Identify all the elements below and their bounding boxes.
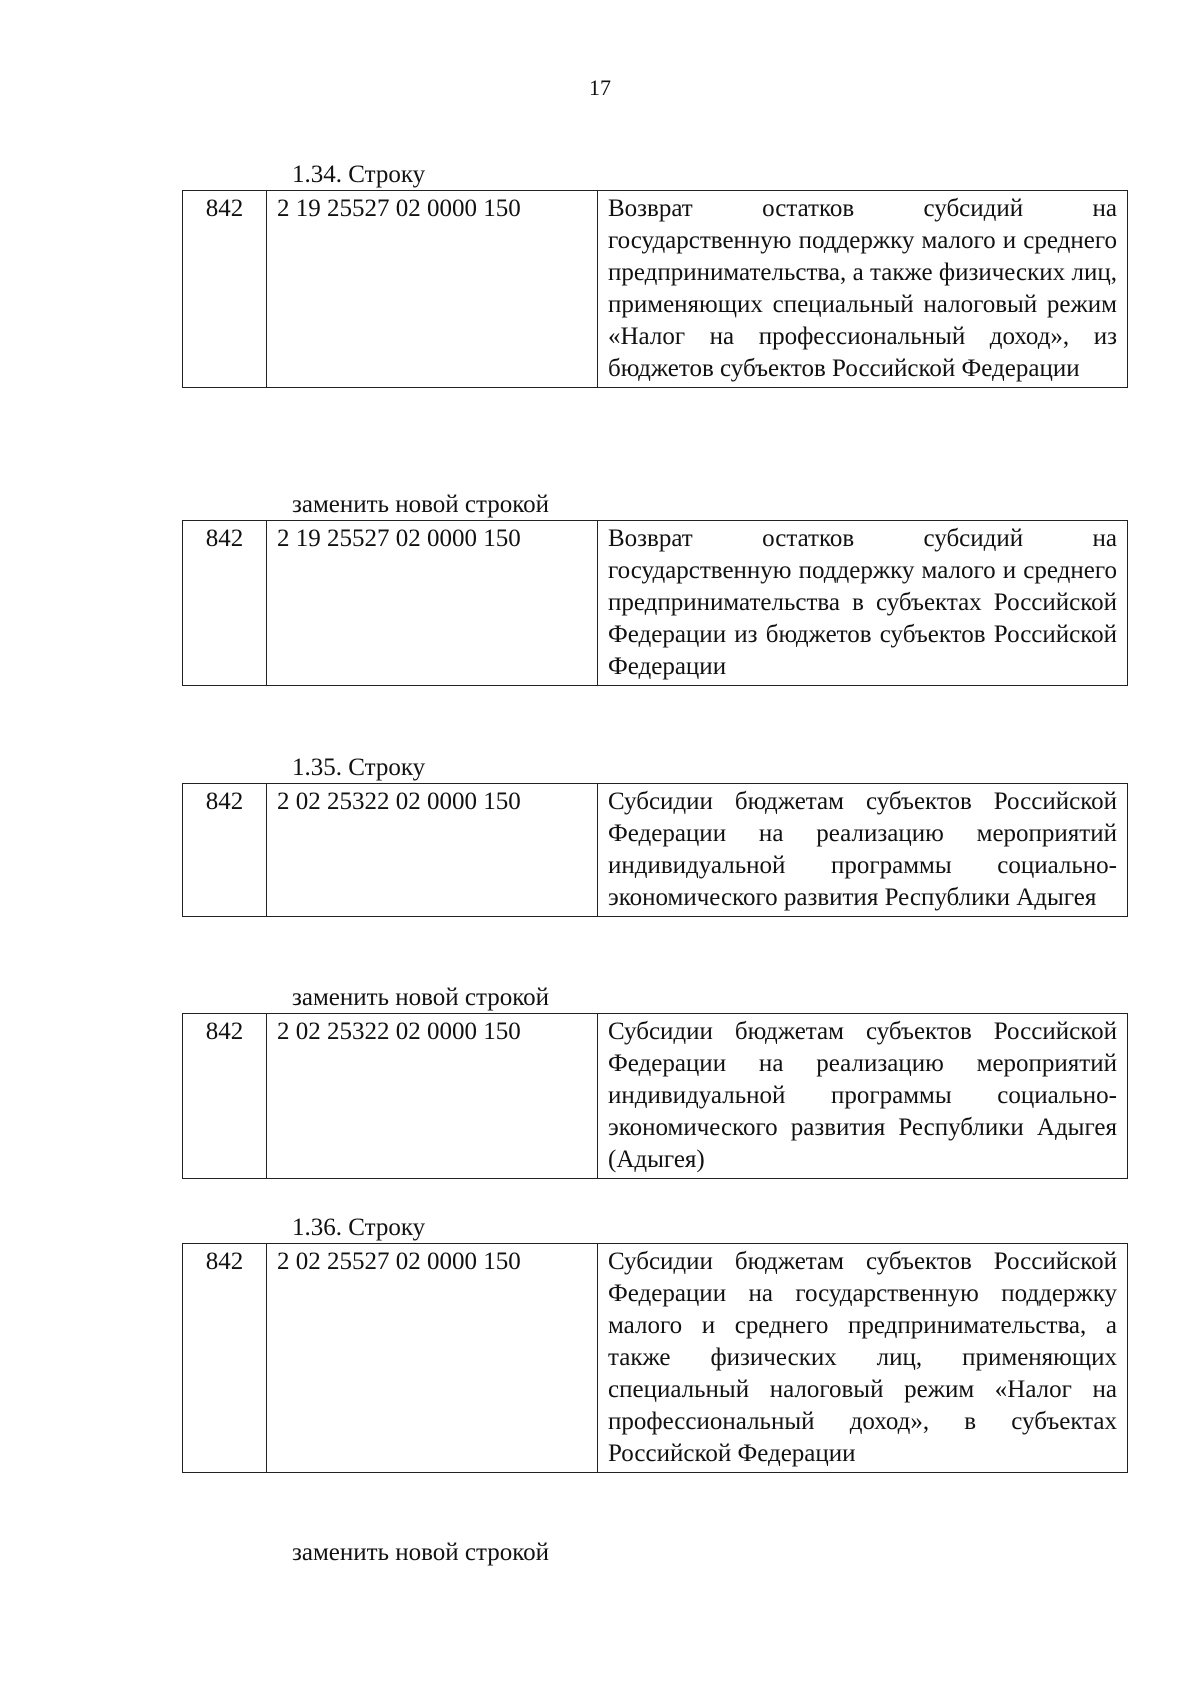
table-row [183, 521, 1128, 686]
kbk-code-cell: 2 19 25527 02 0000 150 [267, 191, 598, 388]
admin-code-cell: 842 [183, 1244, 267, 1473]
table-row [183, 1244, 1128, 1473]
kbk-code-cell: 2 02 25527 02 0000 150 [267, 1244, 598, 1473]
description-cell: Субсидии бюджетам субъектов Российской Федерации на реализацию мероприятий индивидуальной программы социально-экономического развития Республики Адыгея [598, 784, 1128, 917]
table-row [183, 1014, 1128, 1179]
description-cell: Возврат остатков субсидий на государственную поддержку малого и среднего предпринимательства в субъектах Российской Федерации из бюджетов субъектов Российской Федерации [598, 521, 1128, 686]
section-heading: заменить новой строкой [292, 984, 549, 1011]
kbk-code-cell: 2 19 25527 02 0000 150 [267, 521, 598, 686]
section-heading: заменить новой строкой [292, 491, 549, 518]
section-heading: 1.34. Строку [292, 161, 426, 188]
section-heading: 1.36. Строку [292, 1214, 426, 1241]
description-cell: Возврат остатков субсидий на государственную поддержку малого и среднего предпринимательства, а также физических лиц, применяющих специальный налоговый режим «Налог на профессиональный доход», из бюджетов субъектов Российской Федерации [598, 191, 1128, 388]
admin-code-cell: 842 [183, 1014, 267, 1179]
section-heading: заменить новой строкой [292, 1539, 549, 1566]
table-row [183, 191, 1128, 388]
admin-code-cell: 842 [183, 784, 267, 917]
admin-code-cell: 842 [183, 521, 267, 686]
kbk-code-cell: 2 02 25322 02 0000 150 [267, 784, 598, 917]
budget-row-table [182, 520, 1128, 686]
description-cell: Субсидии бюджетам субъектов Российской Федерации на государственную поддержку малого и среднего предпринимательства, а также физических лиц, применяющих специальный налоговый режим «Налог на профессиональный доход», в субъектах Российской Федерации [598, 1244, 1128, 1473]
admin-code-cell: 842 [183, 191, 267, 388]
section-heading: 1.35. Строку [292, 754, 426, 781]
table-row [183, 784, 1128, 917]
description-cell: Субсидии бюджетам субъектов Российской Федерации на реализацию мероприятий индивидуальной программы социально-экономического развития Республики Адыгея (Адыгея) [598, 1014, 1128, 1179]
budget-row-table [182, 783, 1128, 917]
budget-row-table [182, 1243, 1128, 1473]
budget-row-table [182, 1013, 1128, 1179]
page-number: 17 [589, 75, 611, 100]
kbk-code-cell: 2 02 25322 02 0000 150 [267, 1014, 598, 1179]
budget-row-table [182, 190, 1128, 388]
